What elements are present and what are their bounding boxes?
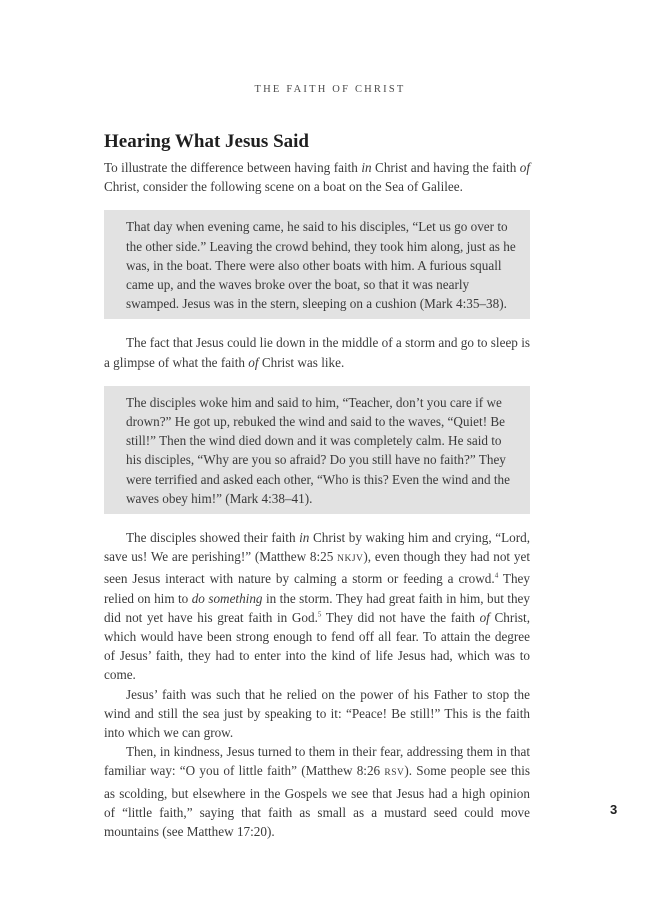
text-run: They relied on him to <box>104 571 531 606</box>
running-head: THE FAITH OF CHRIST <box>254 84 406 95</box>
emphasis: of <box>248 354 259 370</box>
version-abbrev: NKJV <box>337 554 364 565</box>
scripture-quote-mark-4-35 <box>104 210 530 319</box>
text-run: Christ, which would have been strong enough to fend off all fear. To attain the degree of Jesus’ faith, they had to enter into the kind of life Jesus had, which was to come. <box>104 609 530 683</box>
text-run: Christ was like. <box>258 354 345 370</box>
emphasis: do something <box>191 590 263 606</box>
text-run: in the storm. They had great faith in him, but they did not yet have his great faith in God. <box>104 590 530 625</box>
text-run: ). Some people see this as scolding, but elsewhere in the Gospels we see that Jesus had a high opinion of “little faith,” saying that faith as small as a mustard seed could move mountains (see Matthew 17:20). <box>104 763 530 840</box>
text-run: Jesus’ faith was such that he relied on the power of his Father to stop the wind and still the sea just by speaking to it: “Peace! Be still!” This is the faith into which we can grow. <box>104 686 530 741</box>
text-run: The disciples showed their faith <box>126 530 300 546</box>
intro-paragraph <box>104 158 530 196</box>
quote-text: The disciples woke him and said to him, “Teacher, don’t you care if we drown?” He got up, rebuked the wind and said to the waves, “Quiet! Be still!” Then the wind died down and it was completely calm. He said to his disciples, “Why are you so afraid? Do you still have no faith?” They were terrified and asked each other, “Who is this? Even the wind and the waves obey him!” (Mark 4:38–41). <box>126 394 510 506</box>
text-run: Christ, consider the following scene on a boat on the Sea of Galilee. <box>104 179 463 195</box>
text-run: Then, in kindness, Jesus turned to them in their fear, addressing them in that familiar way: “O you of little faith” (Matthew 8:26 <box>104 744 530 779</box>
page-body <box>104 130 530 841</box>
version-abbrev: RSV <box>384 768 405 779</box>
paragraph-little-faith <box>104 742 530 841</box>
text-run: The fact that Jesus could lie down in the middle of a storm and go to sleep is a glimpse of what the faith <box>104 335 530 370</box>
text-run: Christ and having the faith <box>371 160 520 175</box>
section-heading: Hearing What Jesus Said <box>104 131 309 152</box>
text-run: They did not have the faith <box>321 609 480 625</box>
scripture-quote-mark-4-38 <box>104 386 530 514</box>
footnote-ref-4[interactable]: 4 <box>494 572 499 581</box>
paragraph-disciples-faith <box>104 528 530 685</box>
text-run: ), even though they had not yet seen Jesus interact with nature by calming a storm or feeding a crowd. <box>104 549 530 587</box>
emphasis: of <box>479 609 490 625</box>
emphasis: in <box>299 530 310 546</box>
paragraph-storm-sleep <box>104 333 530 371</box>
emphasis: of <box>519 160 531 175</box>
text-run: Christ by waking him and crying, “Lord, save us! We are perishing!” (Matthew 8:25 <box>104 530 530 565</box>
page-number: 3 <box>610 802 618 817</box>
footnote-ref-5[interactable]: 5 <box>317 610 322 619</box>
paragraph-jesus-faith <box>104 685 530 743</box>
quote-text: That day when evening came, he said to his disciples, “Let us go over to the other side.” Leaving the crowd behind, they took him along, just as he was, in the boat. There were also other boats with him. A furious squall came up, and the waves broke over the boat, so that it was nearly swamped. Jesus was in the stern, sleeping on a cushion (Mark 4:35–38). <box>126 219 516 312</box>
emphasis: in <box>361 160 372 175</box>
text-run: To illustrate the difference between having faith <box>104 160 362 175</box>
